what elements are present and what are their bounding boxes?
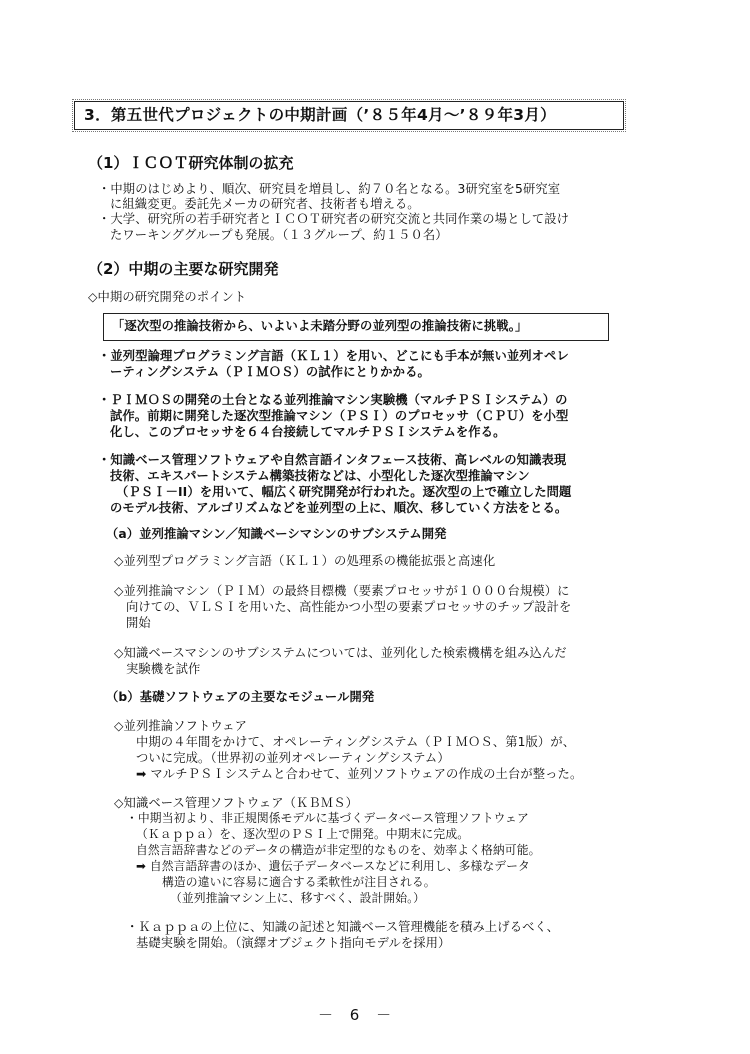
sub-b-p1-title: ◇並列推論ソフトウェア [114,719,248,733]
highlight-text: 「逐次型の推論技術から、いよいよ未踏分野の並列型の推論技術に挑戦。」 [112,319,528,333]
sub-b-p1-line2: ついに完成。（世界初の並列オペレーティングシステム） [136,751,450,765]
section1-bullet2-line1: ・大学、研究所の若手研究者とＩＣＯＴ研究者の研究交流と共同作業の場として設け [98,212,570,226]
section2-b2-line1: ・ＰＩＭＯＳの開発の土台となる並列推論マシン実験機（マルチＰＳＩシステム）の [98,393,568,407]
section2-b2-line3: 化し、このプロセッサを６４台接続してマルチＰＳＩシステムを作る。 [110,425,506,439]
section1-heading: （1）ＩＣＯＴ研究体制の拡充 [88,154,294,172]
section1-bullet2-line2: たワーキンググループも発展。（１３グループ、約１５０名） [110,228,448,242]
section2-b3-line4: のモデル技術、アルゴリズムなどを並列型の上に、順次、移していく方法をとる。 [110,501,568,515]
section2-heading: （2）中期の主要な研究開発 [88,260,279,278]
section2-b1-line2: ーティングシステム（ＰＩＭＯＳ）の試作にとりかかる。 [110,365,430,379]
sub-b-p2-line6: （並列推論マシン上に、移すべく、設計開始。） [170,891,426,905]
section1-bullet1-line2: に組織変更。委託先メーカの研究者、技術者も増える。 [110,197,420,211]
section1-bullet1-line1: ・中期のはじめより、順次、研究員を増員し、約７０名となる。3研究室を5研究室 [98,182,561,196]
sub-a-item2-line1: ◇並列推論マシン（ＰＩＭ）の最終目標機（要素プロセッサが１０００台規模）に [114,584,570,598]
sub-b-p1-line3: ➡ マルチＰＳＩシステムと合わせて、並列ソフトウェアの作成の土台が整った。 [136,767,583,781]
section2-b3-line1: ・知識ベース管理ソフトウェアや自然言語インタフェース技術、高レベルの知識表現 [98,453,567,467]
section2-b2-line2: 試作。前期に開発した逐次型推論マシン（ＰＳＩ）のプロセッサ（ＣＰＵ）を小型 [110,409,569,423]
sub-a-heading: （a）並列推論マシン／知識ベーシマシンのサブシステム開発 [106,527,447,541]
sub-b-p2-line5: 構造の違いに容易に適合する柔軟性が注目される。 [162,875,436,889]
section2-b3-line2: 技術、エキスパートシステム構築技術などは、小型化した逐次型推論マシン [110,469,530,483]
sub-b-p2-line3: 自然言語辞書などのデータの構造が非定型的なものを、効率よく格納可能。 [136,843,541,857]
sub-a-item2-line3: 開始 [126,616,151,630]
sub-b-heading: （b）基礎ソフトウェアの主要なモジュール開発 [106,690,375,704]
sub-b-p2-line1: ・中期当初より、非正規関係モデルに基づくデータベース管理ソフトウェア [126,811,529,825]
section2-points-label: ◇中期の研究開発のポイント [88,290,247,304]
sub-a-item3-line1: ◇知識ベースマシンのサブシステムについては、並列化した検索機構を組み込んだ [114,646,567,660]
sub-b-p2-line4: ➡ 自然言語辞書のほか、遺伝子データベースなどに利用し、多様なデータ [136,859,530,873]
sub-a-item2-line2: 向けての、ＶＬＳＩを用いた、高性能かつ小型の要素プロセッサのチップ設計を [126,600,572,614]
sub-b-p1-line1: 中期の４年間をかけて、オペレーティングシステム（ＰＩＭＯＳ、第1版）が、 [136,735,576,749]
section2-b1-line1: ・並列型論理プログラミング言語（ＫＬ１）を用い、どこにも手本が無い並列オペレ [98,349,569,363]
sub-a-item1: ◇並列型プログラミング言語（ＫＬ１）の処理系の機能拡張と高速化 [114,554,496,568]
page-title: 3．第五世代プロジェクトの中期計画（’８５年4月～’８９年3月） [84,106,556,124]
sub-a-item3-line2: 実験機を試作 [126,662,201,676]
page-number: － 6 － [318,1006,398,1024]
sub-b-p3-line1: ・Ｋａｐｐａの上位に、知識の記述と知識ベース管理機能を積み上げるべく、 [126,920,560,934]
sub-b-p2-line2: （Ｋａｐｐａ）を、逐次型のＰＳＩ上で開発。中期末に完成。 [136,827,470,841]
section2-b3-line3: （ＰＳＩ－II）を用いて、幅広く研究開発が行われた。逐次型の上で確立した問題 [116,485,572,499]
sub-b-p3-line2: 基礎実験を開始。（演繹オブジェクト指向モデルを採用） [136,936,451,950]
sub-b-p2-title: ◇知識ベース管理ソフトウェア（ＫＢＭＳ） [114,796,358,810]
